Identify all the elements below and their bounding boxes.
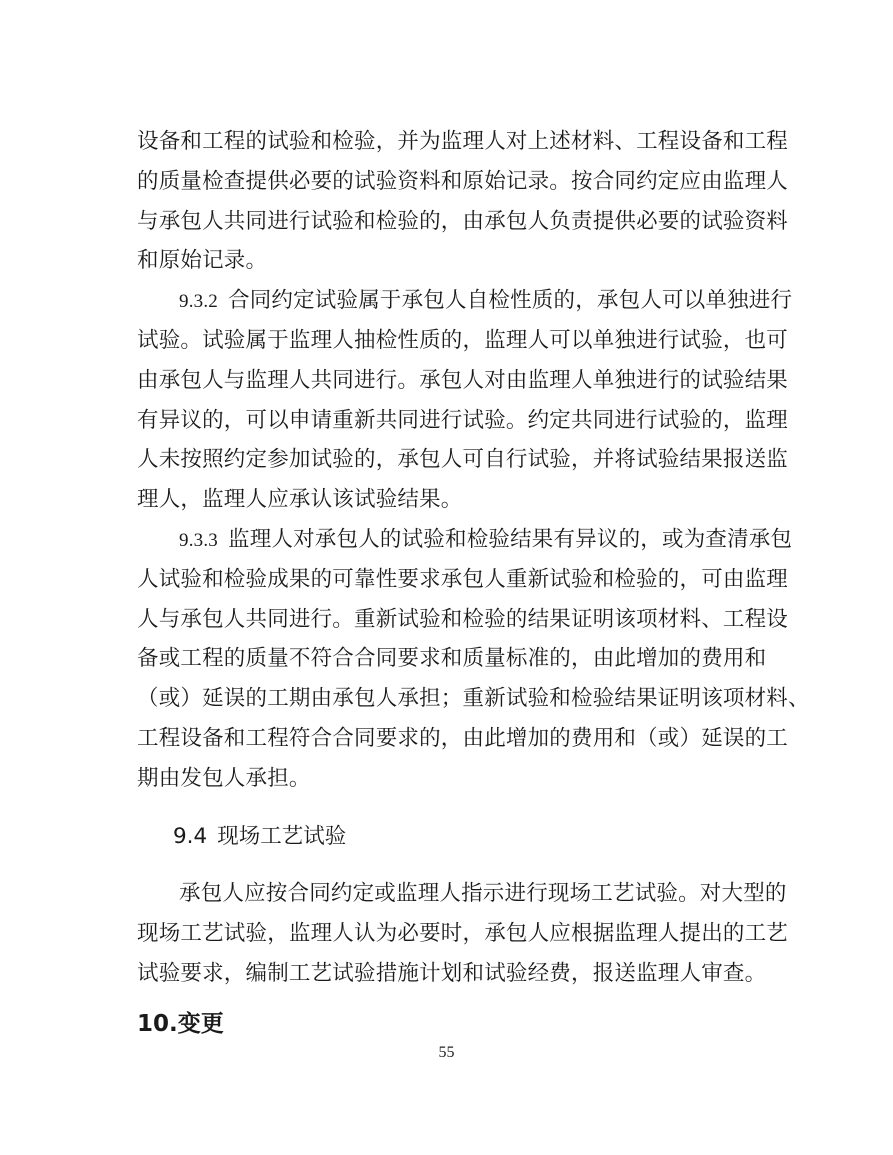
text-line: 监理人对承包人的试验和检验结果有异议的，或为查清承包 (228, 526, 793, 552)
text-line: 理人，监理人应承认该试验结果。 (137, 487, 463, 513)
text-line: 备或工程的质量不符合合同要求和质量标准的，由此增加的费用和 (137, 646, 767, 672)
text-line: （或）延误的工期由承包人承担；重新试验和检验结果证明该项材料、 (137, 686, 810, 712)
text-line: 人与承包人共同进行。重新试验和检验的结果证明该项材料、工程设 (137, 606, 789, 632)
text-line: 和原始记录。 (137, 248, 268, 274)
section-heading-9-4 (137, 817, 757, 857)
clause-number: 9.3.2 (179, 291, 218, 313)
text-line: 有异议的，可以申请重新共同进行试验。约定共同进行试验的，监理 (137, 407, 789, 433)
text-line: 工程设备和工程符合合同要求的，由此增加的费用和（或）延误的工 (137, 725, 789, 751)
text-line: 的质量检查提供必要的试验资料和原始记录。按合同约定应由监理人 (137, 168, 789, 194)
text-line: 由承包人与监理人共同进行。承包人对由监理人单独进行的试验结果 (137, 367, 789, 393)
page-body (137, 122, 810, 1044)
text-line: 设备和工程的试验和检验，并为监理人对上述材料、工程设备和工程 (137, 129, 789, 154)
text-line: 试验要求，编制工艺试验措施计划和试验经费，报送监理人审查。 (137, 960, 767, 986)
text-line: 人未按照约定参加试验的，承包人可自行试验，并将试验结果报送监 (137, 447, 789, 473)
paragraph-9-4 (137, 874, 789, 993)
text-line: 期由发包人承担。 (137, 765, 311, 791)
clause-number: 9.3.3 (179, 529, 218, 551)
clause-9-3-3 (137, 520, 810, 799)
clause-9-3-2 (137, 281, 793, 520)
text-line: 与承包人共同进行试验和检验的，由承包人负责提供必要的试验资料 (137, 208, 789, 234)
clause-first-line (137, 281, 793, 321)
section-number: 9.4 (173, 823, 208, 849)
text-line: 合同约定试验属于承包人自检性质的，承包人可以单独进行 (228, 288, 793, 314)
section-title: 现场工艺试验 (217, 823, 347, 849)
text-line: 人试验和检验成果的可靠性要求承包人重新试验和检验的，可由监理 (137, 566, 789, 592)
page-number: 55 (438, 1044, 455, 1061)
paragraph-continuation (137, 122, 789, 281)
text-line: 试验。试验属于监理人抽检性质的，监理人可以单独进行试验，也可 (137, 327, 789, 353)
clause-first-line (137, 520, 793, 560)
chapter-heading: 10.变更 (137, 1010, 224, 1037)
text-line: 承包人应按合同约定或监理人指示进行现场工艺试验。对大型的 (179, 881, 787, 907)
text-line: 现场工艺试验，监理人认为必要时，承包人应根据监理人提出的工艺 (137, 921, 789, 947)
